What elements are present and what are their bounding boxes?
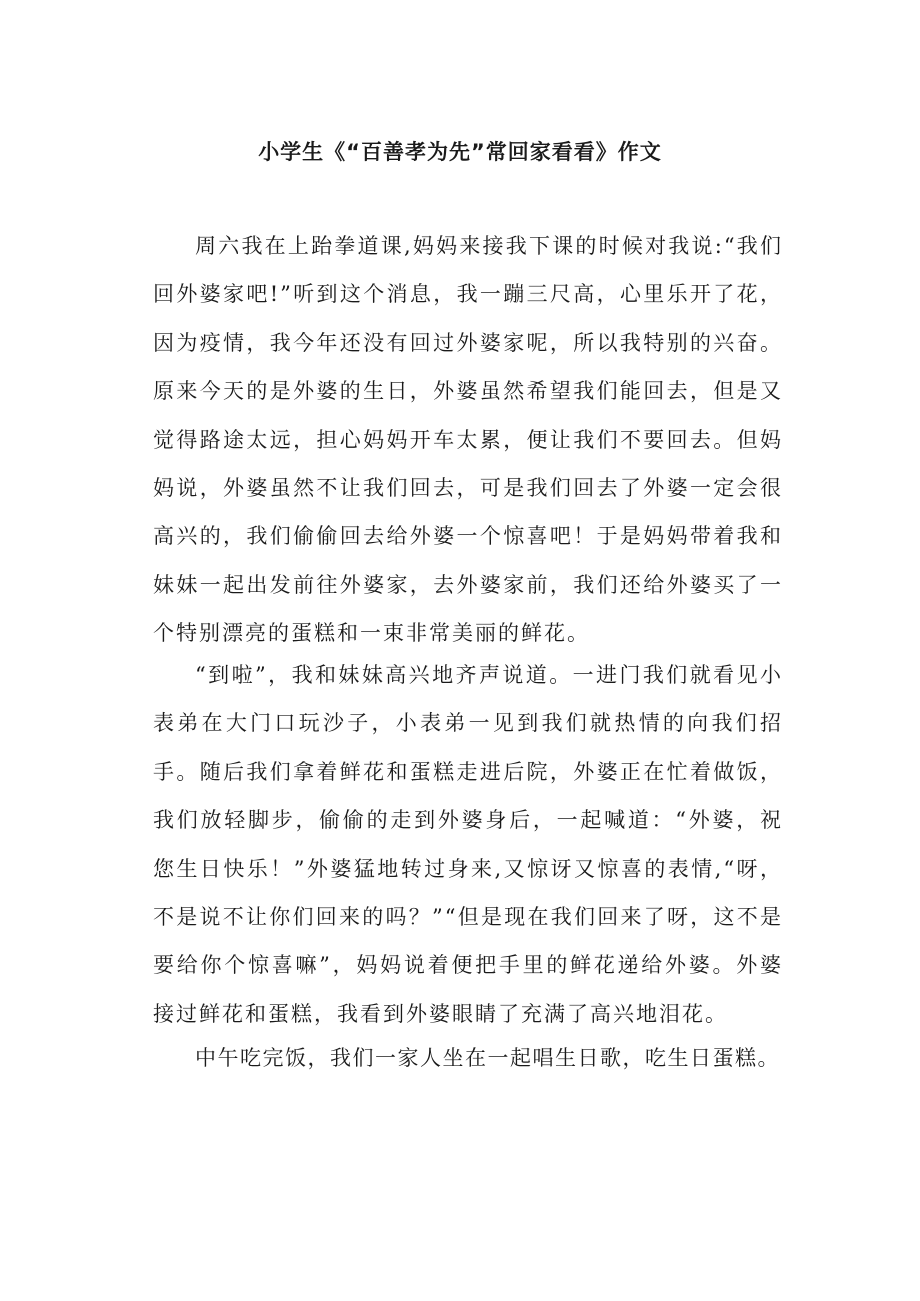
paragraph-1: 周六我在上跆拳道课,妈妈来接我下课的时候对我说:“我们回外婆家吧!”听到这个消息，我一蹦三尺高，心里乐开了花，因为疫情，我今年还没有回过外婆家呢，所以我特别的兴奋。原来今天的是外婆的生日，外婆虽然希望我们能回去，但是又觉得路途太远，担心妈妈开车太累，便让我们不要回去。但妈妈说，外婆虽然不让我们回去，可是我们回去了外婆一定会很高兴的，我们偷偷回去给外婆一个惊喜吧！于是妈妈带着我和妹妹一起出发前往外婆家，去外婆家前，我们还给外婆买了一个特别漂亮的蛋糕和一束非常美丽的鲜花。 — [153, 234, 783, 646]
paragraph-3: 中午吃完饭，我们一家人坐在一起唱生日歌，吃生日蛋糕。 — [195, 1046, 780, 1070]
document-title: 小学生《“百善孝为先”常回家看看》作文 — [258, 140, 662, 164]
paragraph-2: “到啦”，我和妹妹高兴地齐声说道。一进门我们就看见小表弟在大门口玩沙子，小表弟一见到我们就热情的向我们招手。随后我们拿着鲜花和蛋糕走进后院，外婆正在忙着做饭，我们放轻脚步，偷偷的走到外婆身后，一起喊道：“外婆，祝您生日快乐！”外婆猛地转过身来,又惊讶又惊喜的表情,“呀，不是说不让你们回来的吗？”“但是现在我们回来了呀，这不是要给你个惊喜嘛”，妈妈说着便把手里的鲜花递给外婆。外婆接过鲜花和蛋糕，我看到外婆眼睛了充满了高兴地泪花。 — [153, 663, 783, 1026]
